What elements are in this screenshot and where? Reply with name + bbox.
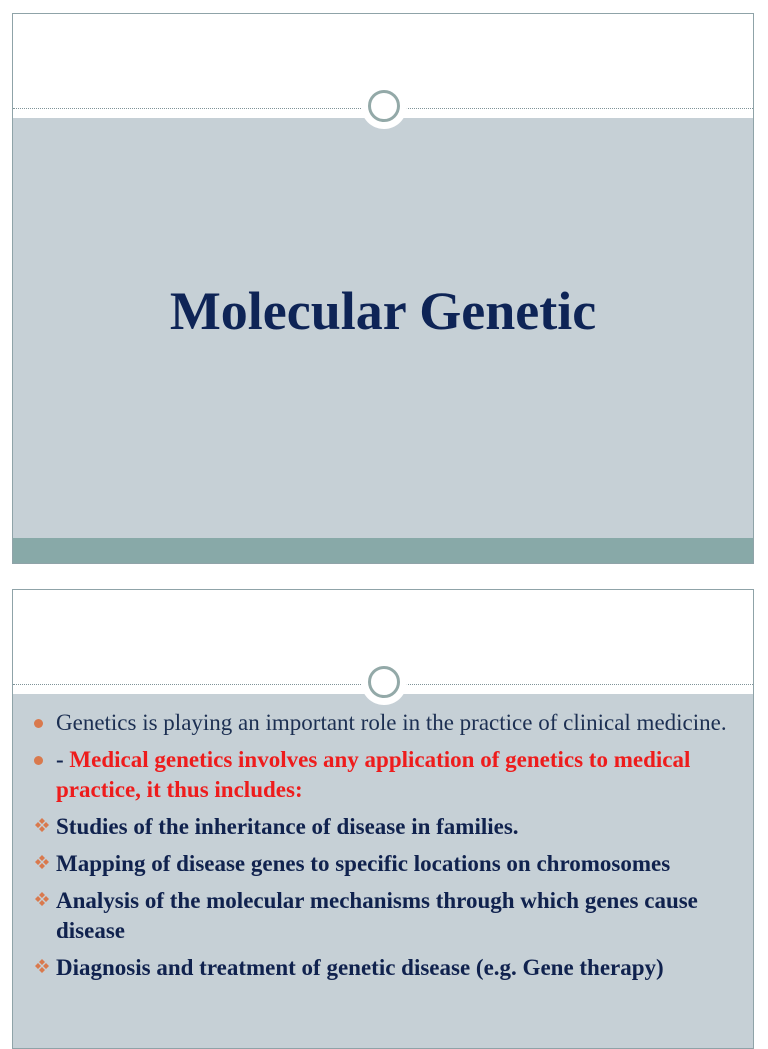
list-item <box>13 708 753 738</box>
bullet-dot-icon <box>34 756 43 765</box>
diamond-bullet-icon <box>34 891 50 907</box>
slide-title: Molecular Genetic <box>169 281 597 341</box>
circle-ornament-icon <box>364 86 404 126</box>
bullet-prefix: - <box>56 747 70 772</box>
list-item <box>13 745 753 805</box>
title-band <box>13 118 753 538</box>
title-slide <box>12 13 754 564</box>
bullet-text: Studies of the inheritance of disease in families. <box>56 814 519 839</box>
circle-ornament-icon <box>364 662 404 702</box>
bullet-text: Analysis of the molecular mechanisms through which genes cause disease <box>56 888 698 943</box>
content-slide <box>12 589 754 1049</box>
diamond-bullet-icon <box>34 854 50 870</box>
diamond-bullet-icon <box>34 958 50 974</box>
bullet-text: Diagnosis and treatment of genetic disease (e.g. Gene therapy) <box>56 955 664 980</box>
bullet-text: Mapping of disease genes to specific locations on chromosomes <box>56 851 671 876</box>
footer-bar <box>13 538 753 564</box>
list-item <box>13 886 753 946</box>
list-item <box>13 812 753 842</box>
bullet-list <box>13 708 753 990</box>
content-band <box>13 694 753 1049</box>
list-item <box>13 849 753 879</box>
bullet-text: Medical genetics involves any application of genetics to medical practice, it thus includes: <box>56 747 691 802</box>
bullet-text: Genetics is playing an important role in the practice of clinical medicine. <box>56 710 727 735</box>
bullet-dot-icon <box>34 719 43 728</box>
list-item <box>13 953 753 983</box>
diamond-bullet-icon <box>34 817 50 833</box>
